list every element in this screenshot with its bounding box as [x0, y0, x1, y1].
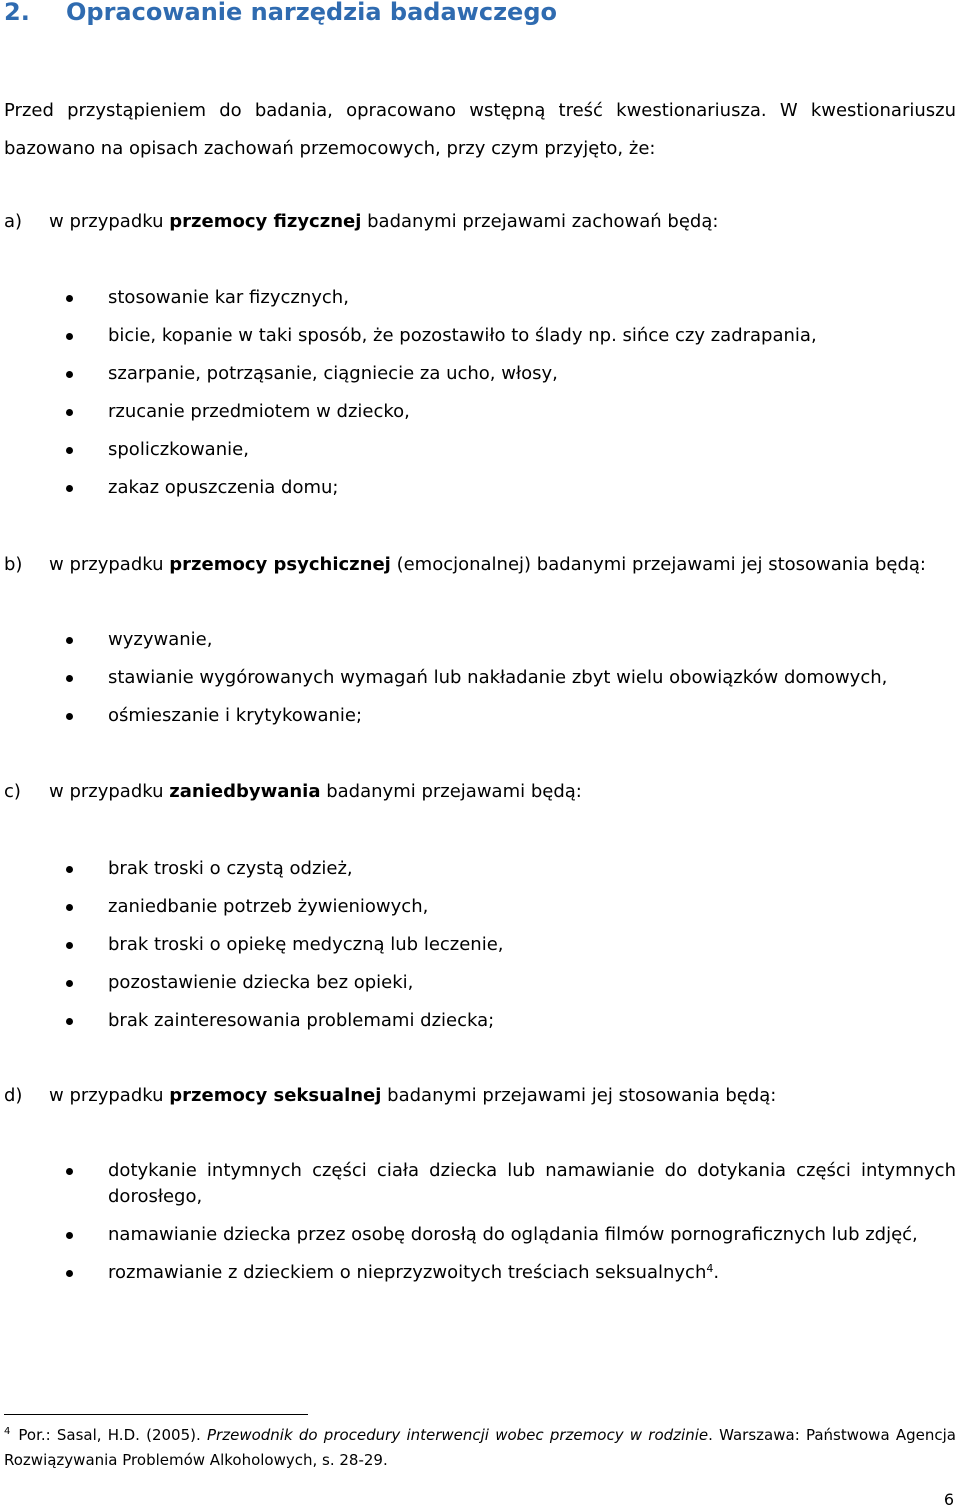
- section-letter: a): [4, 211, 23, 232]
- section-a-intro: [4, 203, 956, 241]
- section-text: w przypadku: [49, 211, 170, 232]
- section-c-intro: [4, 773, 956, 811]
- list-item: stosowanie kar fizycznych,: [0, 279, 956, 317]
- intro-paragraph: Przed przystąpieniem do badania, opracowano wstępną treść kwestionariusza. W kwestionariuszu bazowano na opisach zachowań przemocowych, przy czym przyjęto, że:: [4, 100, 956, 159]
- section-title: Opracowanie narzędzia badawczego: [66, 0, 557, 26]
- section-letter: b): [4, 554, 23, 575]
- list-b: [0, 621, 956, 735]
- bullet-icon: [66, 1232, 73, 1239]
- footnote-text: . Warszawa: Państwowa Agencja Rozwiązywania Problemów Alkoholowych, s. 28-29.: [4, 1426, 956, 1469]
- bullet-icon: [66, 409, 73, 416]
- footnote-text: Por.: Sasal, H.D. (2005).: [18, 1426, 207, 1444]
- list-item: rozmawianie z dzieckiem o nieprzyzwoitych treściach seksualnych$^4$.: [0, 1254, 956, 1292]
- bullet-icon: [66, 1270, 73, 1277]
- bullet-icon: [66, 447, 73, 454]
- section-text: w przypadku: [49, 1085, 170, 1106]
- list-item: rzucanie przedmiotem w dziecko,: [0, 393, 956, 431]
- bullet-icon: [66, 980, 73, 987]
- section-letter: d): [4, 1085, 23, 1106]
- list-item: zaniedbanie potrzeb żywieniowych,: [0, 888, 956, 926]
- section-number: 2.: [4, 0, 30, 26]
- section-bold-term: zaniedbywania: [169, 781, 321, 802]
- section-bold-term: przemocy seksualnej: [169, 1085, 382, 1106]
- footnote-reference[interactable]: 4: [706, 1262, 714, 1275]
- bullet-icon: [66, 485, 73, 492]
- list-item: wyzywanie,: [0, 621, 956, 659]
- section-text: w przypadku: [49, 554, 170, 575]
- footnote: [4, 1424, 956, 1471]
- footnote-number: 4: [4, 1426, 11, 1437]
- bullet-icon: [66, 675, 73, 682]
- footnote-title: Przewodnik do procedury interwencji wobec przemocy w rodzinie: [207, 1426, 709, 1444]
- section-text: badanymi przejawami zachowań będą:: [361, 211, 719, 232]
- list-item: zakaz opuszczenia domu;: [0, 469, 956, 507]
- bullet-icon: [66, 333, 73, 340]
- section-c: [4, 773, 956, 811]
- list-item: brak troski o opiekę medyczną lub leczenie,: [0, 926, 956, 964]
- list-item: pozostawienie dziecka bez opieki,: [0, 964, 956, 1002]
- list-item: spoliczkowanie,: [0, 431, 956, 469]
- bullet-icon: [66, 637, 73, 644]
- bullet-icon: [66, 942, 73, 949]
- list-item: ośmieszanie i krytykowanie;: [0, 697, 956, 735]
- section-text: w przypadku: [49, 781, 170, 802]
- bullet-icon: [66, 904, 73, 911]
- section-b-intro: [4, 546, 956, 584]
- section-bold-term: przemocy fizycznej: [169, 211, 362, 232]
- section-text: badanymi przejawami będą:: [320, 781, 582, 802]
- list-item: szarpanie, potrząsanie, ciągniecie za ucho, włosy,: [0, 355, 956, 393]
- bullet-icon: [66, 713, 73, 720]
- section-text: badanymi przejawami jej stosowania będą:: [381, 1085, 777, 1106]
- section-a: [4, 203, 956, 241]
- bullet-icon: [66, 1168, 73, 1175]
- page-number: 6: [943, 1490, 954, 1509]
- bullet-icon: [66, 1018, 73, 1025]
- list-item: brak troski o czystą odzież,: [0, 850, 956, 888]
- bullet-icon: [66, 866, 73, 873]
- list-a: [0, 279, 956, 507]
- footnote-separator: [4, 1414, 308, 1415]
- list-item: stawianie wygórowanych wymagań lub nakładanie zbyt wielu obowiązków domowych,: [0, 659, 956, 697]
- list-c: [0, 850, 956, 1040]
- list-d: [0, 1152, 956, 1292]
- bullet-icon: [66, 371, 73, 378]
- list-item: namawianie dziecka przez osobę dorosłą do oglądania filmów pornograficznych lub zdjęć,: [0, 1216, 956, 1254]
- section-d: [4, 1077, 956, 1115]
- section-b: [4, 546, 956, 584]
- section-heading: [4, 0, 557, 26]
- section-letter: c): [4, 781, 21, 802]
- list-item: brak zainteresowania problemami dziecka;: [0, 1002, 956, 1040]
- section-text: (emocjonalnej) badanymi przejawami jej stosowania będą:: [390, 554, 926, 575]
- section-bold-term: przemocy psychicznej: [169, 554, 391, 575]
- bullet-icon: [66, 295, 73, 302]
- list-item: bicie, kopanie w taki sposób, że pozostawiło to ślady np. sińce czy zadrapania,: [0, 317, 956, 355]
- section-d-intro: [4, 1077, 956, 1115]
- list-item: dotykanie intymnych części ciała dziecka lub namawianie do dotykania części intymnych dorosłego,: [0, 1152, 956, 1216]
